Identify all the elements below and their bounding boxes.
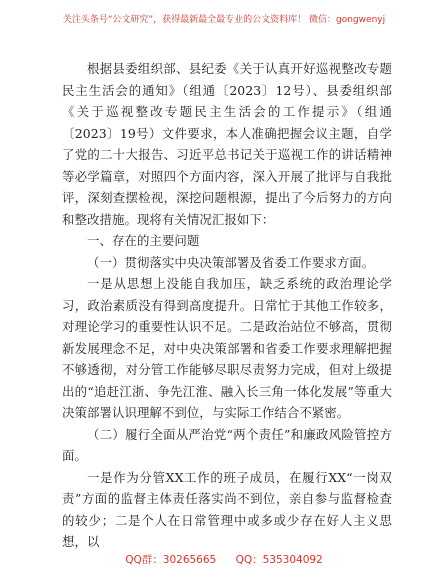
body-paragraph-2: 一是作为分管XX工作的班子成员，在履行XX“一岗双责”方面的监督主体责任落实尚不到位，亲自参与监督检查的较少；二是个人在日常管理中或多或少存在好人主义思想，以 — [62, 469, 392, 549]
footer-contact — [0, 552, 448, 567]
subsection-heading-1: （一）贯彻落实中央决策部署及省委工作要求方面。 — [87, 254, 375, 270]
intro-paragraph: 根据县委组织部、县纪委《关于认真开好巡视整改专题民主生活会的通知》（组通〔2023〕12号）、县委组织部《关于巡视整改专题民主生活会的工作提示》（组通〔2023〕19号）文件要求，本人准确把握会议主题，自学了党的二十大报告、习近平总书记关于巡视工作的讲话精神等必学篇章，对照四个方面内容，深入开展了批评与自我批评，深刻查摆检视，深挖问题根源，提出了今后努力的方向和整改措施。现将有关情况汇报如下： — [62, 61, 392, 227]
subsection-heading-2: （二）履行全面从严治党“两个责任”和廉政风险管控方面。 — [62, 426, 392, 463]
section-heading: 一、存在的主要问题 — [87, 233, 200, 248]
body-paragraph-1: 一是从思想上没能自我加压，缺乏系统的政治理论学习，政治素质没有得到高度提升。日常忙于其他工作较多，对理论学习的重要性认识不足。二是政治站位不够高，贯彻新发展理念不足，对中央决策部署和省委工作要求理解把握不够透彻，对分管工作能够尽职尽责努力完成，但对上级提出的“追赶江浙、争先江淮、融入长三角一体化发展”等重大决策部署认识理解不到位，与实际工作结合不紧密。 — [62, 276, 392, 420]
document-body — [62, 58, 392, 553]
top-banner: 关注头条号“公文研究”，获得最新最全最专业的公文资料库！ 微信：gongwenyj — [62, 15, 386, 25]
footer-qq: QQ：535304092 — [235, 554, 323, 566]
footer-qq-group: QQ群：30265665 — [125, 554, 217, 566]
